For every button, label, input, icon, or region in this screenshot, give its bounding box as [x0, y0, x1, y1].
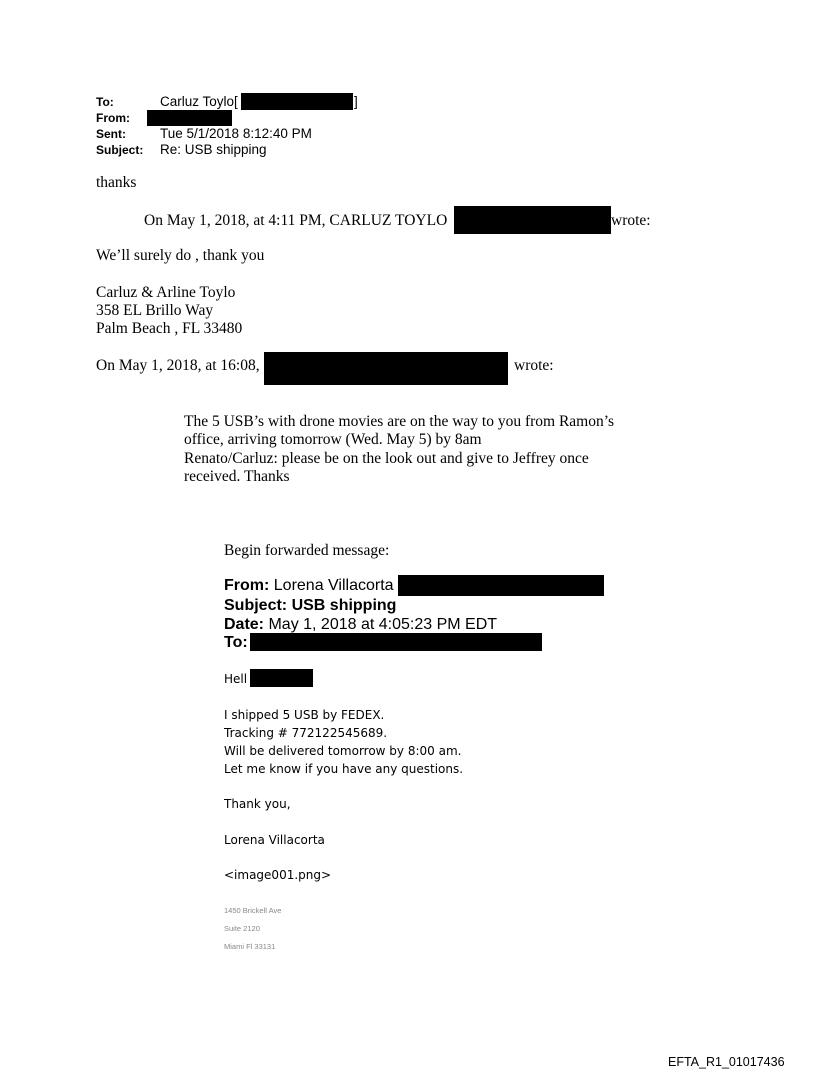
fwd-to-label: To:: [224, 634, 248, 651]
redaction-quote1: [454, 206, 611, 234]
forward-line: I shipped 5 USB by FEDEX.: [224, 708, 385, 722]
thanks-line: thanks: [96, 174, 137, 191]
signature-line: Palm Beach , FL 33480: [96, 320, 243, 337]
forward-line: Will be delivered tomorrow by 8:00 am.: [224, 744, 462, 758]
address-line: Miami Fl 33131: [224, 942, 276, 951]
fwd-date-label: Date:: [224, 616, 265, 633]
fwd-subject-line: Subject: USB shipping: [224, 597, 397, 614]
to-value: Carluz Toylo[: [160, 94, 238, 109]
redaction-greeting: [250, 669, 313, 687]
quote2-suffix: wrote:: [514, 357, 554, 374]
message-line: received. Thanks: [184, 468, 290, 485]
fwd-from-line: [224, 577, 394, 595]
address-line: Suite 2120: [224, 924, 260, 933]
subject-value: Re: USB shipping: [160, 142, 267, 157]
quote2-prefix: On May 1, 2018, at 16:08,: [96, 357, 260, 374]
greeting: Hell: [224, 672, 248, 686]
sent-value: Tue 5/1/2018 8:12:40 PM: [160, 126, 312, 141]
quote1-suffix: wrote:: [611, 212, 651, 229]
sender-name: Lorena Villacorta: [224, 833, 325, 847]
forward-begin: Begin forwarded message:: [224, 542, 390, 559]
message-line: office, arriving tomorrow (Wed. May 5) by 8am: [184, 431, 482, 448]
sent-label: Sent:: [96, 127, 126, 141]
to-close: ]: [354, 94, 358, 109]
redaction-to: [241, 93, 353, 110]
redaction-quote2: [264, 352, 508, 385]
fwd-from-label: From:: [224, 577, 270, 594]
signature-line: Carluz & Arline Toylo: [96, 284, 236, 301]
attachment-placeholder: <image001.png>: [224, 868, 332, 882]
bates-number: EFTA_R1_01017436: [668, 1055, 785, 1069]
redaction-from: [147, 110, 232, 126]
from-label: From:: [96, 111, 130, 125]
message-line: The 5 USB’s with drone movies are on the way to you from Ramon’s: [184, 413, 615, 430]
fwd-date-value: May 1, 2018 at 4:05:23 PM EDT: [268, 616, 498, 633]
forward-line: Let me know if you have any questions.: [224, 762, 464, 776]
reply-line: We’ll surely do , thank you: [96, 247, 265, 264]
forward-line: Tracking # 772122545689.: [224, 726, 388, 740]
address-line: 1450 Brickell Ave: [224, 906, 282, 915]
redaction-fwd-from: [398, 575, 604, 596]
quote1-prefix: On May 1, 2018, at 4:11 PM, CARLUZ TOYLO: [144, 212, 448, 229]
closing: Thank you,: [224, 797, 291, 811]
fwd-from-value: Lorena Villacorta: [273, 577, 394, 594]
redaction-fwd-to: [250, 633, 542, 651]
subject-label: Subject:: [96, 143, 144, 157]
to-label: To:: [96, 95, 114, 109]
message-line: Renato/Carluz: please be on the look out and give to Jeffrey once: [184, 450, 589, 467]
fwd-date-line: [224, 616, 497, 634]
signature-line: 358 EL Brillo Way: [96, 302, 214, 319]
